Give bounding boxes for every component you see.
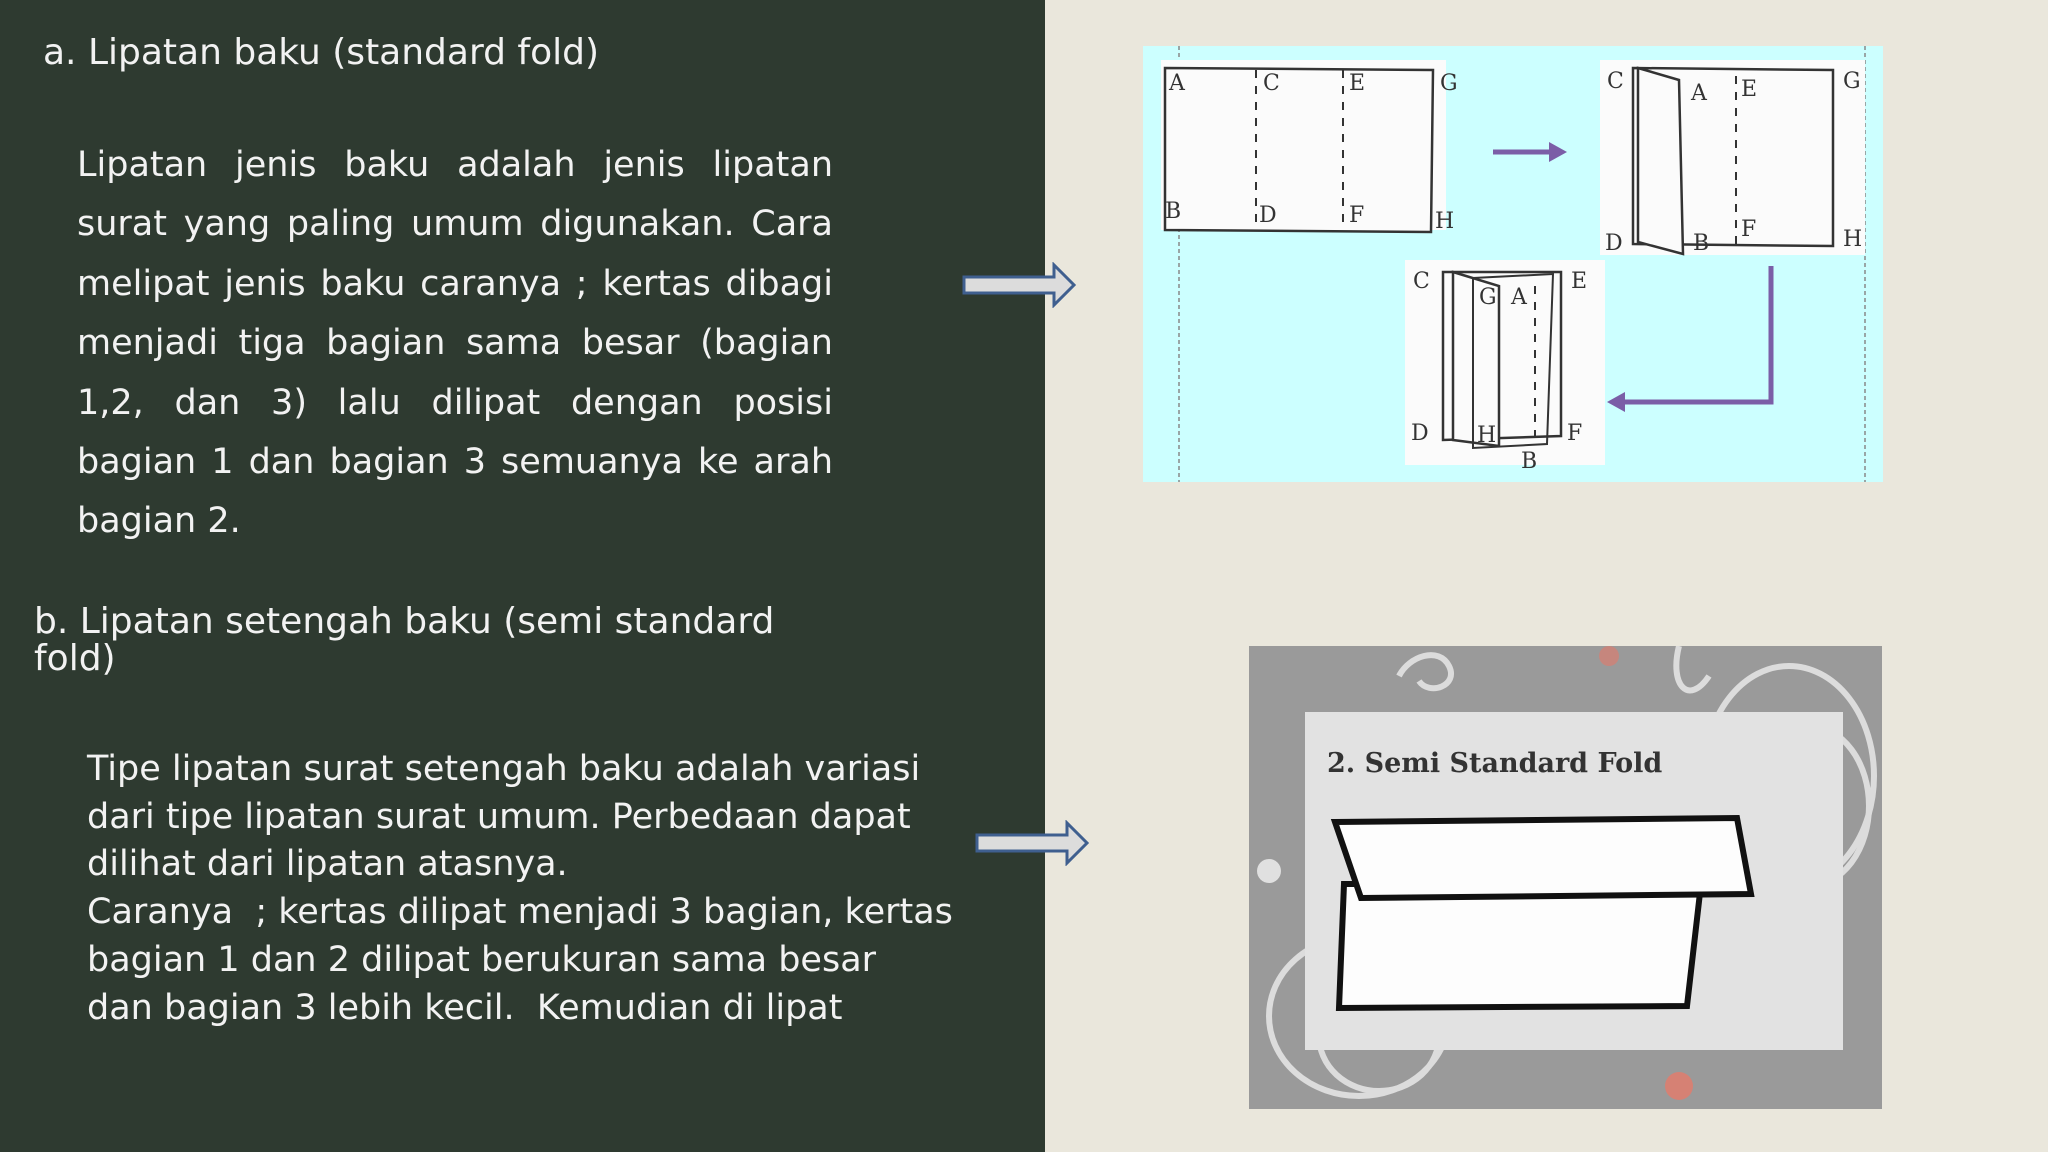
- heading-standard-fold: a. Lipatan baku (standard fold): [43, 32, 600, 73]
- fold-label-h: H: [1435, 209, 1455, 234]
- heading-semi-standard-fold: b. Lipatan setengah baku (semi standard fold): [34, 601, 775, 679]
- unfolded-sheet: [1161, 60, 1458, 234]
- fold-label-b: B: [1521, 449, 1538, 474]
- standard-fold-diagram: [1143, 46, 1883, 482]
- fold-label-a: A: [1691, 81, 1707, 106]
- paragraph-semi-standard-fold: [87, 746, 953, 1032]
- figure-title: 2. Semi Standard Fold: [1327, 748, 1663, 779]
- fold-label-h: H: [1477, 423, 1497, 448]
- fold-label-e: E: [1571, 269, 1588, 294]
- paragraph-standard-fold: Lipatan jenis baku adalah jenis lipatan surat yang paling umum digunakan. Cara melipat jenis baku caranya ; kertas dibagi menjadi tiga bagian sama besar (bagian 1,2, dan 3) lalu dilipat dengan posisi bagian 1 dan bagian 3 semuanya ke arah bagian 2.: [77, 145, 833, 542]
- fold-label-e: E: [1741, 77, 1758, 102]
- semi-standard-fold-image: [1249, 646, 1882, 1109]
- right-arrow-icon: [962, 262, 1078, 308]
- fold-label-d: D: [1259, 203, 1277, 228]
- process-arrow-down-left: [1607, 266, 1771, 412]
- final-fold-sheet: [1405, 260, 1605, 474]
- semi-fold-paper: [1335, 818, 1751, 1008]
- first-fold-sheet: [1600, 60, 1865, 256]
- fold-label-c: C: [1607, 69, 1624, 94]
- fold-label-d: D: [1411, 421, 1429, 446]
- fold-label-g: G: [1479, 285, 1497, 310]
- fold-label-c: C: [1263, 71, 1280, 96]
- paragraph-line: dari tipe lipatan surat umum. Perbedaan dapat: [87, 796, 911, 837]
- process-arrow-right: [1493, 142, 1567, 162]
- fold-label-f: F: [1741, 217, 1757, 242]
- paragraph-line: Tipe lipatan surat setengah baku adalah variasi: [87, 749, 921, 789]
- fold-label-e: E: [1349, 71, 1366, 96]
- fold-label-b: B: [1693, 231, 1710, 256]
- fold-label-a: A: [1511, 285, 1527, 310]
- fold-label-f: F: [1567, 421, 1583, 446]
- fold-label-g: G: [1440, 71, 1458, 96]
- fold-label-b: B: [1165, 199, 1182, 224]
- fold-label-c: C: [1413, 269, 1430, 294]
- paragraph-line: bagian 1 dan 2 dilipat berukuran sama besar: [87, 939, 877, 980]
- paragraph-line: dan bagian 3 lebih kecil. Kemudian di lipat: [87, 987, 843, 1028]
- fold-label-f: F: [1349, 203, 1365, 228]
- right-arrow-icon: [975, 820, 1091, 866]
- paragraph-line: Caranya ; kertas dilipat menjadi 3 bagian, kertas: [87, 892, 953, 933]
- fold-label-g: G: [1843, 69, 1861, 94]
- fold-label-a: A: [1169, 71, 1185, 96]
- paragraph-line: dilihat dari lipatan atasnya.: [87, 844, 568, 885]
- fold-label-h: H: [1843, 227, 1863, 252]
- fold-label-d: D: [1605, 231, 1623, 256]
